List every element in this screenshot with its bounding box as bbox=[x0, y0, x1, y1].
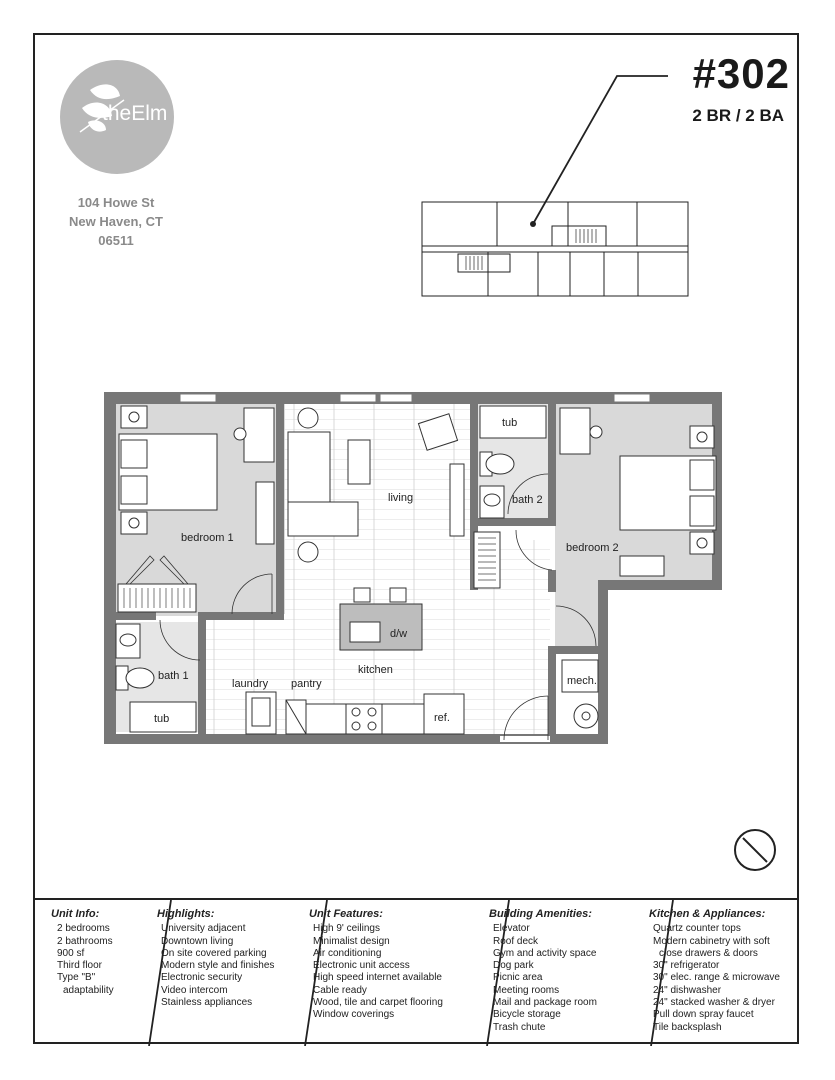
list-item: High 9' ceilings bbox=[313, 923, 380, 935]
kitchen-appliances-title: Kitchen & Appliances: bbox=[649, 908, 766, 920]
label-mech: mech. bbox=[567, 675, 597, 687]
list-item: adaptability bbox=[63, 984, 114, 996]
label-kitchen: kitchen bbox=[358, 664, 393, 676]
unit-info-title: Unit Info: bbox=[51, 908, 100, 920]
label-living: living bbox=[388, 492, 414, 504]
list-item: Roof deck bbox=[493, 935, 539, 947]
list-item: On site covered parking bbox=[161, 947, 267, 959]
list-item: Electronic security bbox=[161, 972, 243, 984]
list-item: Quartz counter tops bbox=[653, 923, 741, 935]
list-item: 2 bedrooms bbox=[57, 923, 110, 935]
building-amenities-column bbox=[489, 908, 597, 1034]
label-bedroom-2: bedroom 2 bbox=[566, 542, 619, 554]
address-zip: 06511 bbox=[98, 233, 134, 248]
list-item: 900 sf bbox=[57, 947, 85, 959]
unit-info-column bbox=[51, 908, 114, 997]
list-item: Tile backsplash bbox=[653, 1021, 722, 1033]
unit-features-title: Unit Features: bbox=[309, 908, 383, 920]
list-item: Trash chute bbox=[493, 1021, 546, 1033]
label-refrigerator: ref. bbox=[434, 712, 450, 724]
list-item: Third floor bbox=[57, 960, 103, 972]
highlights-title: Highlights: bbox=[157, 908, 215, 920]
list-item: Pull down spray faucet bbox=[653, 1009, 754, 1021]
list-item: Cable ready bbox=[313, 984, 367, 996]
unit-number: #302 bbox=[692, 50, 790, 97]
list-item: Elevator bbox=[493, 923, 530, 935]
list-item: Air conditioning bbox=[313, 947, 382, 959]
list-item: Modern style and finishes bbox=[161, 960, 275, 972]
list-item: Picnic area bbox=[493, 972, 543, 984]
list-item: Gym and activity space bbox=[493, 947, 597, 959]
list-item: Type "B" bbox=[57, 972, 96, 984]
label-dishwasher: d/w bbox=[390, 628, 408, 640]
logo-text: theElm bbox=[102, 102, 168, 125]
unit-features-column bbox=[309, 908, 443, 1022]
building-amenities-title: Building Amenities: bbox=[489, 908, 592, 920]
list-item: 30" elec. range & microwave bbox=[653, 972, 780, 984]
highlights-column bbox=[157, 908, 274, 1009]
label-tub-top: tub bbox=[502, 417, 518, 429]
list-item: Stainless appliances bbox=[161, 997, 253, 1009]
address-street: 104 Howe St bbox=[77, 195, 155, 210]
list-item: Downtown living bbox=[161, 935, 234, 947]
list-item: University adjacent bbox=[161, 923, 246, 935]
label-bedroom-1: bedroom 1 bbox=[181, 532, 234, 544]
info-panel bbox=[35, 898, 799, 1046]
list-item: Window coverings bbox=[313, 1009, 395, 1021]
label-tub-bottom: tub bbox=[154, 713, 170, 725]
list-item: Video intercom bbox=[161, 984, 228, 996]
list-item: 24" dishwasher bbox=[653, 984, 722, 996]
list-item: Bicycle storage bbox=[493, 1009, 561, 1021]
north-arrow-icon bbox=[733, 828, 779, 874]
list-item: 2 bathrooms bbox=[57, 935, 113, 947]
label-pantry: pantry bbox=[291, 678, 322, 690]
label-bath-2: bath 2 bbox=[512, 494, 543, 506]
label-bath-1: bath 1 bbox=[158, 670, 189, 682]
list-item: Dog park bbox=[493, 960, 534, 972]
address-city: New Haven, CT bbox=[69, 214, 163, 229]
list-item: Mail and package room bbox=[493, 997, 597, 1009]
label-laundry: laundry bbox=[232, 678, 269, 690]
list-item: Meeting rooms bbox=[493, 984, 560, 996]
list-item: Electronic unit access bbox=[313, 960, 410, 972]
kitchen-appliances-column bbox=[649, 908, 780, 1034]
list-item: Wood, tile and carpet flooring bbox=[313, 997, 443, 1009]
list-item: 30" refrigerator bbox=[653, 960, 720, 972]
list-item: Minimalist design bbox=[313, 935, 390, 947]
list-item: close drawers & doors bbox=[659, 947, 758, 959]
list-item: High speed internet available bbox=[313, 972, 442, 984]
list-item: Modern cabinetry with soft bbox=[653, 935, 770, 947]
unit-type: 2 BR / 2 BA bbox=[692, 106, 784, 125]
list-item: 24" stacked washer & dryer bbox=[653, 997, 775, 1009]
